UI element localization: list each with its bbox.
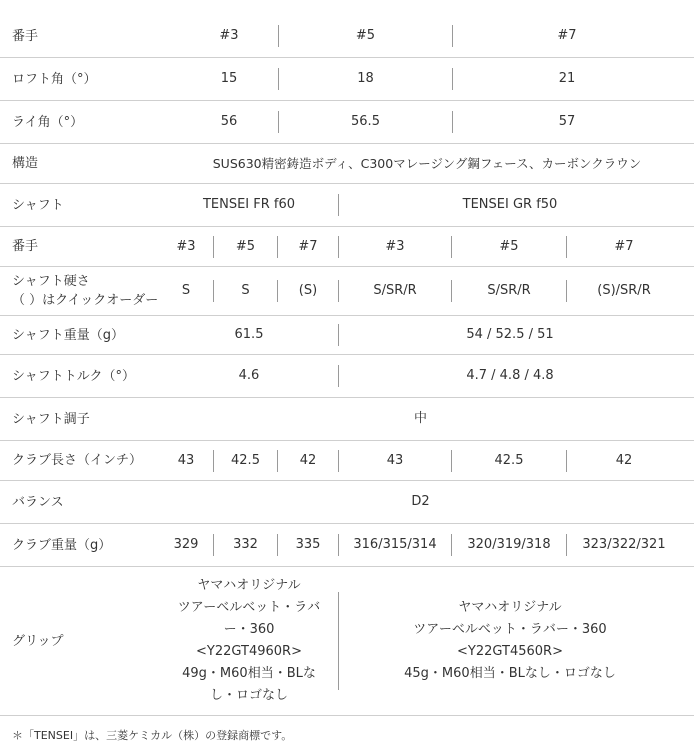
row-shaft [0, 184, 694, 227]
grip-line: ツアーベルベット・ラバー・360 [413, 622, 607, 637]
trademark-footnote: ＊「TENSEI」は、三菱ケミカル（株）の登録商標です。 [12, 729, 293, 742]
grip-line: 45g・M60相当・BLなし・ロゴなし [404, 666, 616, 681]
row-number [0, 15, 694, 58]
cell-value: TENSEI GR f50 [462, 197, 558, 212]
cell-value: 21 [558, 71, 576, 86]
cell-value: (S)/SR/R [597, 283, 651, 298]
grip-line: し・ロゴなし [209, 688, 288, 703]
row-length [0, 441, 694, 481]
row-loft [0, 58, 694, 101]
cell-value: 61.5 [234, 327, 264, 342]
grip-line: <Y22GT4960R> [196, 644, 302, 659]
cell-value: 320/319/318 [467, 537, 551, 552]
cell-value: S/SR/R [373, 283, 417, 298]
grip-line: ヤマハオリジナル [458, 600, 562, 615]
row-club-weight [0, 524, 694, 567]
row-grip [0, 567, 694, 716]
row-label: グリップ [12, 633, 64, 649]
grip-line: ー・360 [223, 622, 275, 637]
cell-value: 43 [177, 452, 195, 468]
grip-line: ツアーベルベット・ラバ [177, 600, 321, 615]
cell-value: 316/315/314 [353, 537, 437, 552]
row-label: バランス [12, 494, 64, 510]
row-label [12, 267, 158, 315]
row-torque [0, 355, 694, 398]
cell-value: 332 [233, 537, 258, 552]
row-label: 番手 [12, 239, 39, 254]
row-structure [0, 144, 694, 184]
grip-line: ヤマハオリジナル [197, 578, 301, 593]
cell-value: 4.6 [238, 368, 260, 383]
cell-value: S/SR/R [487, 283, 531, 298]
row-label: クラブ重量（g） [12, 537, 112, 553]
cell-value: (S) [298, 283, 318, 298]
cell-value: SUS630精密鋳造ボディ、C300マレージング鋼フェース、カーボンクラウン [212, 155, 642, 171]
cell-value: S [241, 283, 250, 298]
cell-value: 323/322/321 [582, 537, 666, 552]
row-flex [0, 267, 694, 316]
cell-value: 18 [357, 71, 374, 86]
cell-value: D2 [411, 494, 430, 509]
cell-value: #5 [499, 238, 519, 254]
row-lie [0, 101, 694, 144]
cell-value: 329 [173, 537, 199, 552]
row-label: ライ角（°） [12, 114, 84, 130]
row-kick-point [0, 398, 694, 441]
row-label: 番手 [12, 28, 39, 44]
cell-value: 56 [220, 114, 238, 129]
cell-value: 42 [615, 452, 633, 468]
cell-value: #7 [298, 238, 318, 254]
cell-value: #5 [235, 238, 256, 254]
cell-value: 43 [386, 452, 404, 468]
row-label-line: シャフト硬さ [12, 274, 90, 289]
cell-value: 335 [295, 537, 321, 552]
cell-value: S [181, 283, 191, 298]
cell-value: #7 [614, 238, 634, 254]
cell-value: 42 [299, 452, 317, 468]
cell-value: #3 [219, 28, 239, 43]
row-label: 構造 [12, 156, 39, 171]
cell-value: 42.5 [494, 452, 524, 468]
cell-value: #7 [557, 28, 577, 43]
row-label: シャフト調子 [12, 411, 90, 427]
grip-line: <Y22GT4560R> [457, 644, 563, 659]
grip-left [160, 567, 338, 715]
cell-value: 中 [413, 411, 427, 426]
cell-value: #3 [385, 238, 405, 254]
grip-right [339, 567, 681, 715]
cell-value: 56.5 [351, 114, 380, 129]
cell-value: 42.5 [231, 452, 260, 468]
cell-value: 15 [220, 71, 238, 86]
row-label: シャフト [12, 197, 64, 213]
cell-value: #3 [176, 238, 196, 254]
row-label: クラブ長さ（インチ） [12, 453, 143, 468]
row-label-line: （ ）はクイックオーダー [12, 293, 159, 308]
cell-value: 57 [558, 114, 576, 129]
row-number-detail [0, 227, 694, 267]
row-balance [0, 481, 694, 524]
cell-value: 4.7 / 4.8 / 4.8 [466, 368, 554, 383]
cell-value: 54 / 52.5 / 51 [466, 327, 554, 342]
cell-value: #5 [355, 28, 376, 43]
row-label: シャフト重量（g） [12, 327, 124, 343]
row-label: ロフト角（°） [12, 71, 97, 87]
cell-value: TENSEI FR f60 [202, 197, 296, 212]
row-label: シャフトトルク（°） [12, 368, 135, 384]
grip-line: 49g・M60相当・BLな [182, 666, 316, 681]
row-shaft-weight [0, 316, 694, 355]
